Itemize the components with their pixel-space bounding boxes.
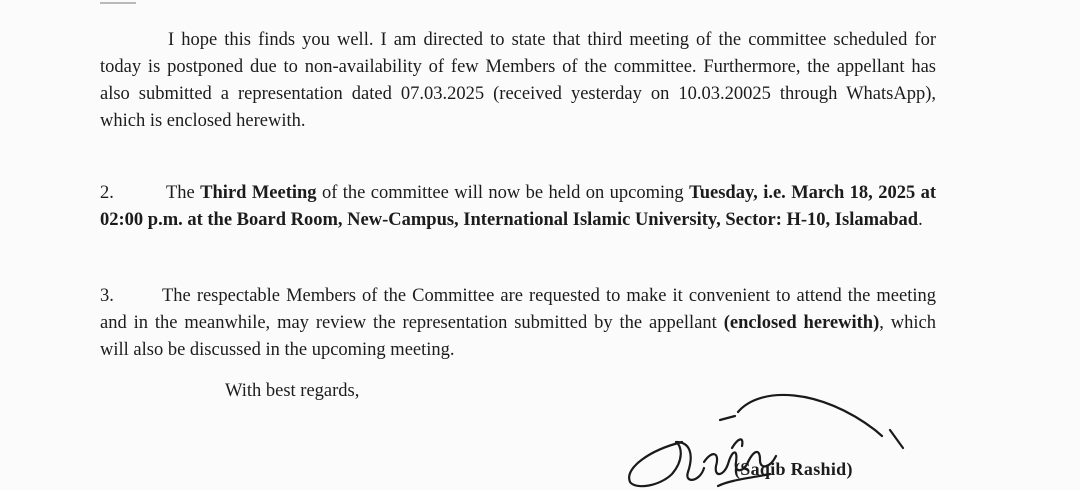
paragraph-3-text-a: The respectable Members of the Committee are requested to make it convenient to attend the meeting and in the meanwhile, may review the representation submitted by the appellant	[100, 286, 936, 333]
page-edge-mark	[100, 0, 136, 4]
paragraph-2-text-a: The	[166, 183, 201, 203]
paragraph-2-number: 2.	[100, 183, 114, 203]
paragraph-2-meeting-label: Third Meeting	[200, 183, 317, 203]
paragraph-3-number: 3.	[100, 286, 114, 306]
paragraph-1	[100, 27, 936, 135]
paragraph-2-text-c: .	[918, 210, 923, 230]
paragraph-2-meeting-details: Tuesday, i.e. March 18, 2025 at 02:00 p.m. at the Board Room, New-Campus, International Islamic University, Sector: H-10, Islamabad	[100, 183, 936, 230]
paragraph-3-enclosure-note: (enclosed herewith)	[723, 313, 880, 333]
paragraph-2	[100, 180, 936, 234]
paragraph-2-text-b: of the committee will now be held on upcoming	[316, 183, 690, 203]
closing-regards: With best regards,	[225, 381, 360, 401]
paragraph-3-text-b: , which will also be discussed in the upcoming meeting.	[100, 313, 936, 360]
paragraph-1-text: I hope this finds you well. I am directed to state that third meeting of the committee scheduled for today is postponed due to non-availability of few Members of the committee. Furthermore, the appellant has also submitted a representation dated 07.03.2025 (received yesterday on 10.03.20025 through WhatsApp), which is enclosed herewith.	[100, 30, 936, 131]
paragraph-3	[100, 283, 936, 364]
signer-name: (Saqib Rashid)	[734, 459, 853, 479]
